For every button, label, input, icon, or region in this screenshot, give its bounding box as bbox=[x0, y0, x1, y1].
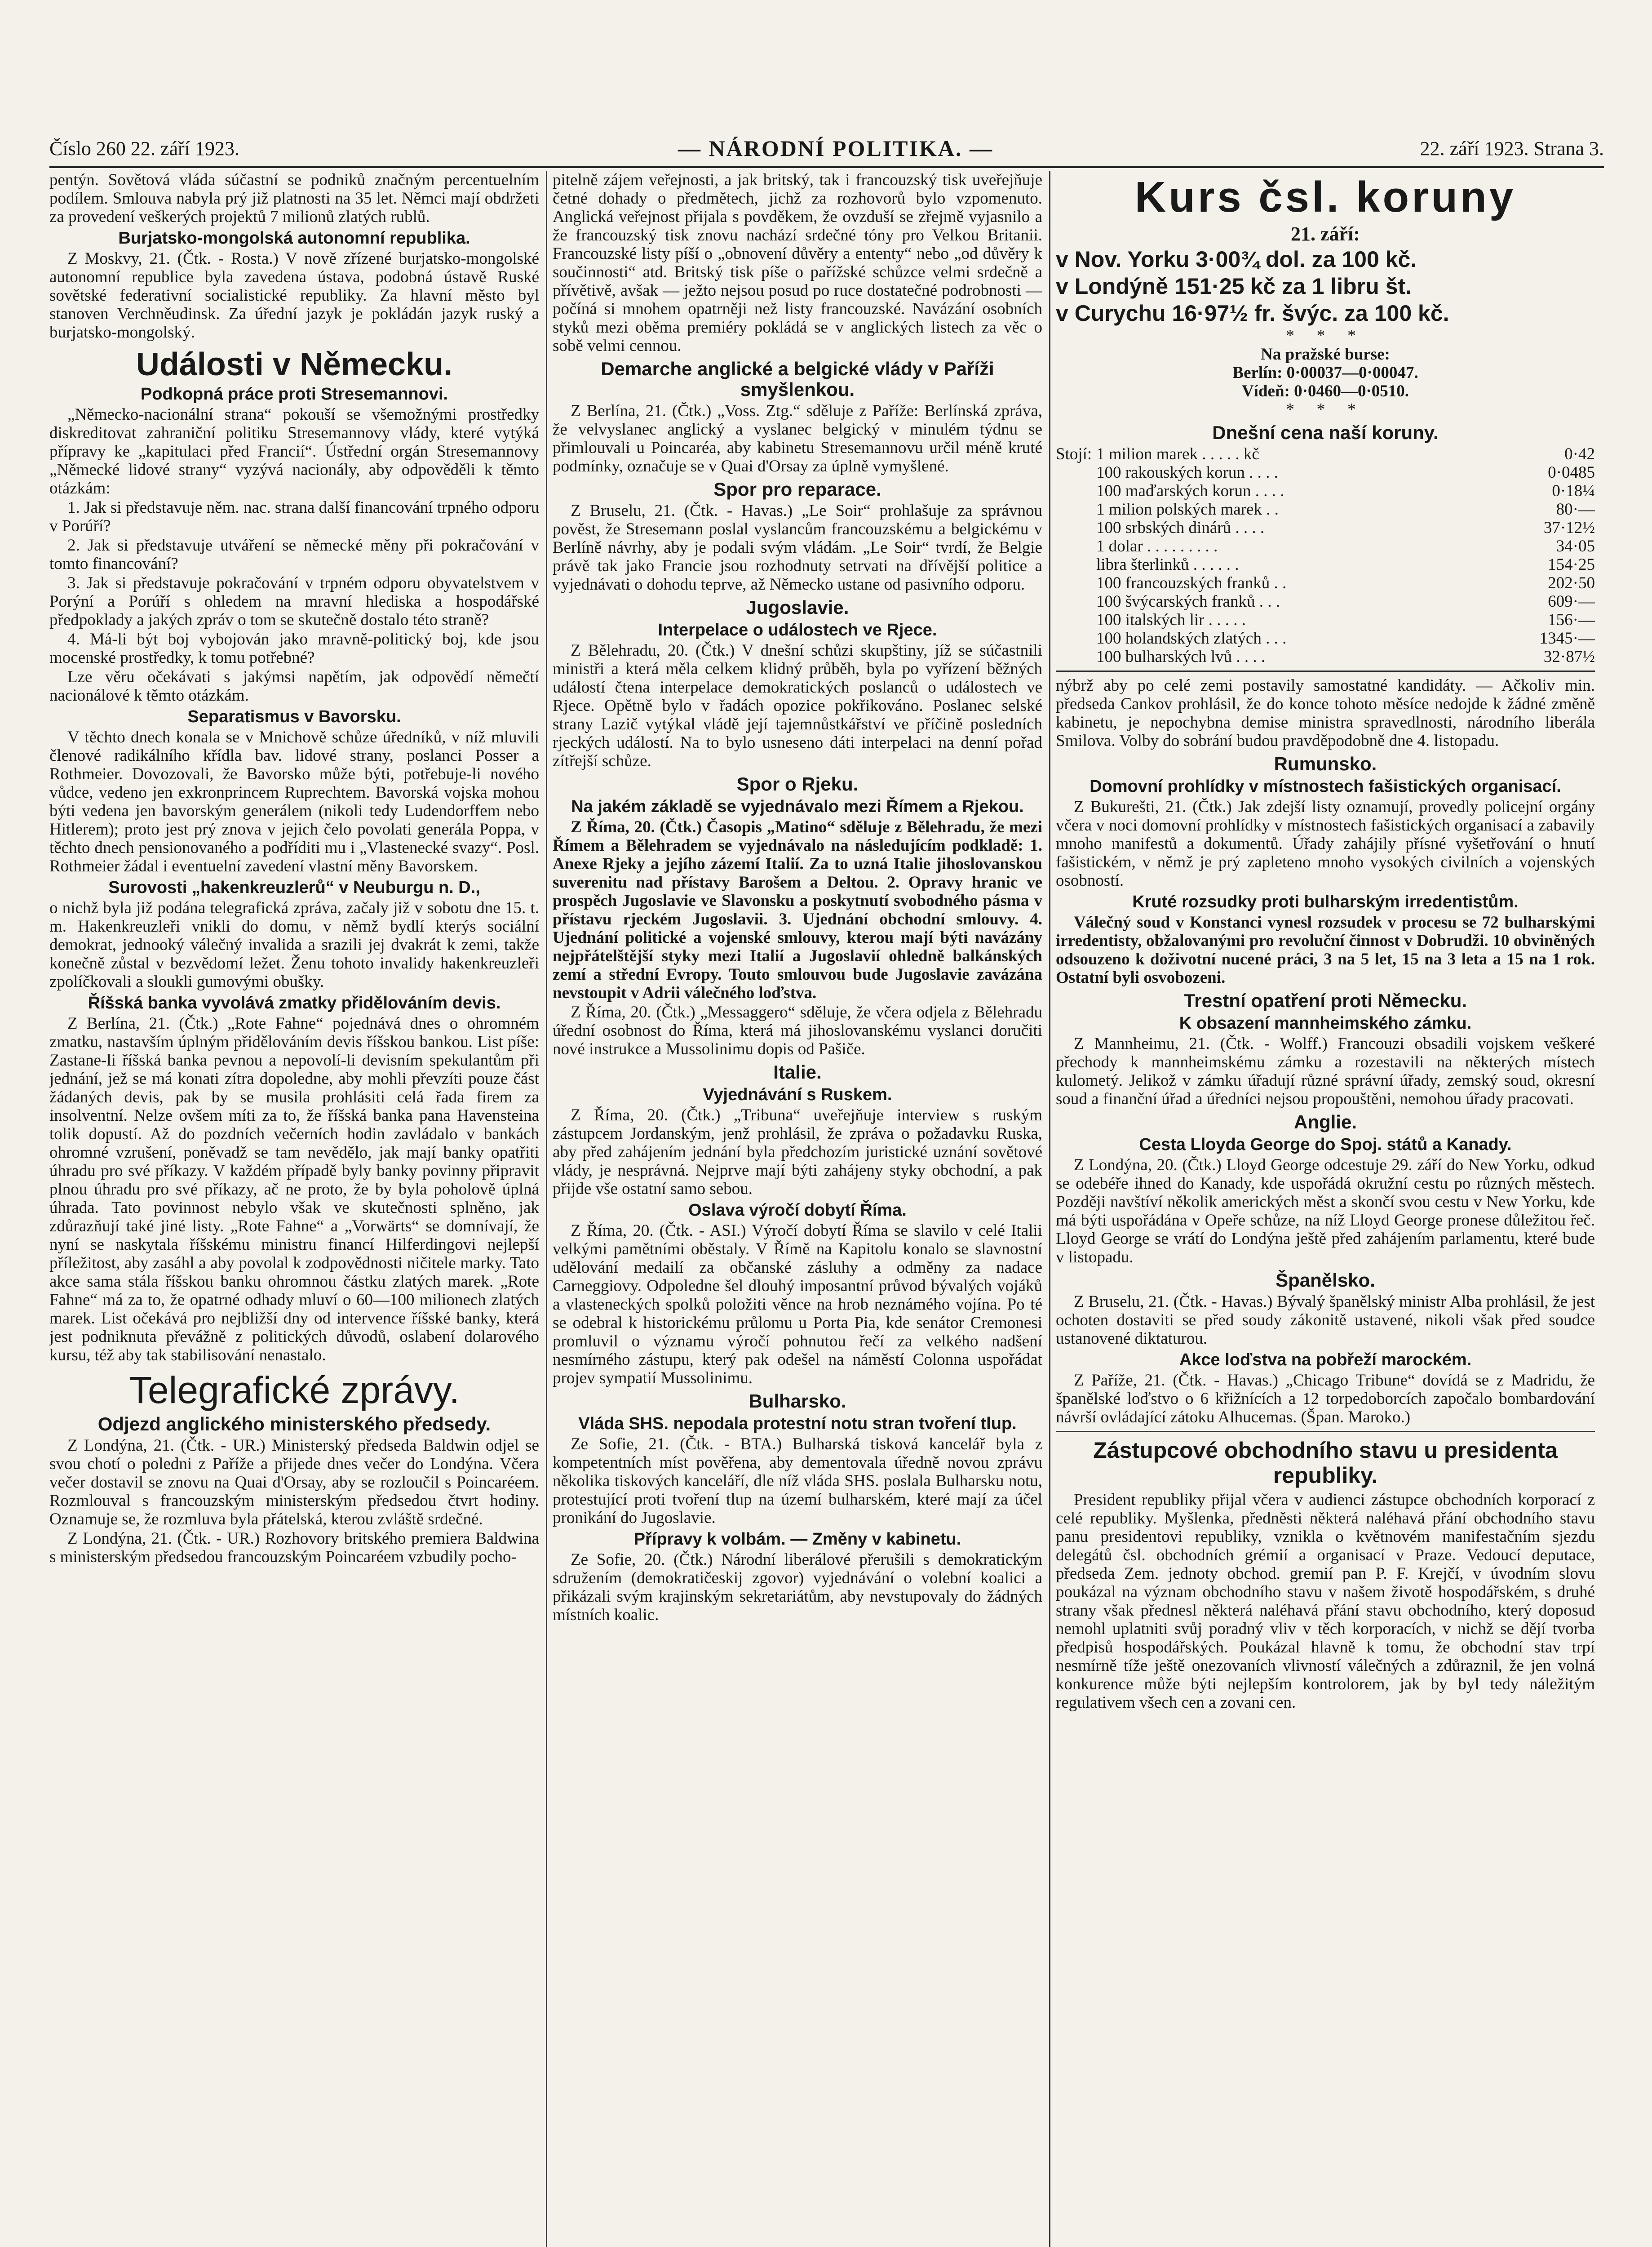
headline-domovni: Domovní prohlídky v místnostech fašistických organisací. bbox=[1090, 777, 1561, 796]
rates-table bbox=[1056, 445, 1595, 666]
column-2 bbox=[553, 171, 1042, 2247]
rate-row bbox=[1056, 629, 1595, 648]
burse-berlin: Berlín: 0·00037—0·00047. bbox=[1232, 364, 1418, 382]
headline-pripravy: Přípravy k volbám. — Změny v kabinetu. bbox=[633, 1530, 961, 1549]
column-1 bbox=[49, 171, 539, 2247]
rate-prefix bbox=[1056, 555, 1096, 574]
article-body: Z Bělehradu, 20. (Čtk.) V dnešní schůzi skupštiny, jíž se súčastnili ministři a která měla celkem klidný průběh, byla po vyřízení běžných událostí čtena interpelace demokratických poslanců o událostech ve Rjece. Opětně bylo v řadách opozice pokřikováno. Poslanec selské strany Lazič vytýkal vládě její tajemnůstkářství ve příčině posledních rjeckých událostí. Na to bylo usneseno dáti interpelaci na denní pořad zítřejší schůze. bbox=[553, 641, 1042, 770]
article-body: Válečný soud v Konstanci vynesl rozsudek v procesu se 72 bulharskými irredentisty, obžalovanými pro revoluční činnost v Dobrudži. 10 obviněných odsouzeno k doživotní nucené práci, 3 na 5 let, 15 na 3 leta a 15 na 1 rok. Ostatní byli osvobozeni. bbox=[1056, 913, 1595, 987]
section-headline-jugoslavie: Jugoslavie. bbox=[746, 597, 849, 618]
rate-prefix bbox=[1056, 500, 1096, 519]
headline-obsazeni: K obsazení mannheimského zámku. bbox=[1179, 1014, 1472, 1033]
section-headline-spanelsko: Španělsko. bbox=[1276, 1270, 1375, 1291]
article-body: President republiky přijal včera v audienci zástupce obchodních korporací z celé republiky. Myšlenka, předněsti některá naléhavá přání obchodního stavu panu presidentovi republiky, vznikla o květnovém manifestačním sjezdu delegátů čsl. obchodních grémií a organisací v Praze. Vedoucí deputace, předseda Zem. jednoty obchod. gremií pan P. F. Krejčí, v úvodním slovu poukázal na význam obchodního stavu v našem životě hospodářském, s druhé strany však přednesl některá naléhavá přání stavu obchodního, který doposud nemohl uplatniti svůj poradný vliv v těch korporacích, v nichž se dějí tvorba předpisů hospodářských. Poukázal hlavně k tomu, že obchodní stav trpí nesmírně tíže ještě onezovaních vlivností válečných a zdůraznil, že jen volná konkurence může býti nejlepším kontrolorem, jak by byl tedy náležitým regulativem všech cen a zovani cen. bbox=[1056, 1491, 1595, 1712]
rate-row bbox=[1056, 611, 1595, 629]
burse-viden: Vídeň: 0·0460—0·0510. bbox=[1241, 382, 1409, 400]
rate-value: 0·0485 bbox=[1548, 463, 1595, 482]
section-rule bbox=[1056, 1431, 1595, 1432]
headline-akce: Akce loďstva na pobřeží marockém. bbox=[1179, 1350, 1472, 1369]
rate-item: 1 dolar . . . . . . . . . bbox=[1096, 537, 1218, 555]
section-headline-nemecko: Události v Německu. bbox=[136, 346, 453, 382]
headline-odjezd: Odjezd anglického ministerského předsedy. bbox=[97, 1413, 491, 1434]
section-headline-rumunsko: Rumunsko. bbox=[1274, 753, 1377, 774]
newspaper-page bbox=[49, 36, 1604, 2247]
headline-vyjednavani: Vyjednávání s Ruskem. bbox=[703, 1085, 892, 1104]
rate-value: 32·87½ bbox=[1543, 648, 1595, 666]
rate-prefix bbox=[1056, 463, 1096, 482]
article-body: Z Londýna, 20. (Čtk.) Lloyd George odcestuje 29. září do New Yorku, odkud se odebéře ihned do Kanady, kde uspořádá okružní cestu po různých městech. Později navštíví několik amerických měst a skončí svou cestu v New Yorku, kde má býti uspořádána v Opeře schůze, na níž Lloyd George pronese důležitou řeč. Lloyd George se vrátí do Londýna ještě před zahájením parlamentu, které bude v listopadu. bbox=[1056, 1156, 1595, 1266]
article-body: 1. Jak si představuje něm. nac. strana další financování trpného odporu v Porúří? bbox=[49, 498, 539, 535]
rate-prefix bbox=[1056, 519, 1096, 537]
article-body: 4. Má-li být boj vybojován jako mravně-politický boj, kde jsou mocenské prostředky, k tomu potřebné? bbox=[49, 630, 539, 667]
article-body: o nichž byla již podána telegrafická zpráva, začaly již v sobotu dne 15. t. m. Hakenkreuzleři vnikli do domu, v němž bydlí kterýs sociální demokrat, jednooký válečný invalida a srazili jej dvakrát k zemi, takže konečně zůstal v bezvědomí ležet. Ženu tohoto invalidy hakenkreuzleři zpolíčkovali a sloukli gumovými obušky. bbox=[49, 899, 539, 991]
headline-trestni: Trestní opatření proti Německu. bbox=[1183, 990, 1467, 1011]
headline-oslava: Oslava výročí dobytí Říma. bbox=[688, 1201, 907, 1220]
rate-item: 100 francouzských franků . . bbox=[1096, 574, 1287, 592]
article-body: Z Říma, 20. (Čtk.) „Tribuna“ uveřejňuje interview s ruským zástupcem Jordanským, jenž prohlásil, že zpráva o požadavku Ruska, aby před zahájením jednání byla předchozím juristické uznání sovětové vlády, je nesprávná. Nejprve mají býti zahájeny styky obchodní, a pak přijde vše ostatní samo sebou. bbox=[553, 1106, 1042, 1198]
rate-row bbox=[1056, 519, 1595, 537]
headline-risska-banka: Říšská banka vyvolává zmatky přidělováním devis. bbox=[88, 994, 501, 1012]
headline-podkopna: Podkopná práce proti Stresemannovi. bbox=[140, 385, 448, 404]
burse-heading: Na pražské burse: bbox=[1261, 345, 1390, 364]
section-rule bbox=[1056, 671, 1595, 672]
column-divider bbox=[1049, 171, 1050, 2247]
rate-prefix: Stojí: bbox=[1056, 445, 1092, 463]
rate-value: 0·18¼ bbox=[1552, 482, 1595, 500]
rate-item: 100 holandských zlatých . . . bbox=[1096, 629, 1287, 648]
rate-item: 100 švýcarských franků . . . bbox=[1096, 592, 1280, 611]
rate-value: 156·— bbox=[1548, 611, 1595, 629]
rate-row bbox=[1056, 592, 1595, 611]
separator-stars: * * * bbox=[1286, 400, 1365, 419]
rate-value: 1345·— bbox=[1539, 629, 1595, 648]
rate-value: 202·50 bbox=[1548, 574, 1595, 592]
article-body: „Německo-nacionální strana“ pokouší se všemožnými prostředky diskreditovat zahraniční politiku Stresemannovy vlády, které vytýká přípravy ke „kapitulaci před Francií“. Ústřední orgán Stresemannovy „Německé lidové strany“ vyzývá nacionály, aby odpověděli k těmto otázkám: bbox=[49, 405, 539, 497]
article-body: Z Paříže, 21. (Čtk. - Havas.) „Chicago Tribune“ dovídá se z Madridu, že španělské loďstvo o 6 křižnících a 12 torpedoborcích započalo bombardování návrší ovládající zátoku Alhucemas. (Špan. Maroko.) bbox=[1056, 1371, 1595, 1426]
article-body: Z Bruselu, 21. (Čtk. - Havas.) „Le Soir“ prohlašuje za správnou pověst, že Stresemann poslal vyslancům francouzskému a belgickému v Berlíně návrhy, aby je podali svým vládám. „Le Soir“ tvrdí, že Belgie právě tak jako Francie jsou rozhodnuty setrvati na dřívější politice a vyjednávati o dohodu teprve, až Německo ustane od pasivního odporu. bbox=[553, 502, 1042, 594]
rate-item: 100 rakouských korun . . . . bbox=[1096, 463, 1278, 482]
headline-burjatsko: Burjatsko-mongolská autonomní republika. bbox=[118, 229, 470, 248]
rate-value: 609·— bbox=[1548, 592, 1595, 611]
headline-na-jakem: Na jakém základě se vyjednávalo mezi Římem a Rjekou. bbox=[571, 797, 1024, 816]
article-body: Z Bruselu, 21. (Čtk. - Havas.) Bývalý španělský ministr Alba prohlásil, že jest ochoten dostaviti se před soudy zákonitě ustavené, nikoli však před soudce ustanovené diktaturou. bbox=[1056, 1292, 1595, 1348]
rate-item: 100 maďarských korun . . . . bbox=[1096, 482, 1284, 500]
kurs-new-york: v Nov. Yorku 3·00¾ dol. za 100 kč. bbox=[1056, 247, 1417, 272]
kurs-date: 21. září: bbox=[1291, 223, 1360, 245]
headline-surovosti: Surovosti „hakenkreuzlerů“ v Neuburgu n. D., bbox=[108, 878, 480, 897]
headline-krute: Kruté rozsudky proti bulharským irredentistům. bbox=[1132, 893, 1519, 911]
rate-item: 100 srbských dinárů . . . . bbox=[1096, 519, 1265, 537]
article-body: Z Říma, 20. (Čtk.) Časopis „Matino“ sděluje z Bělehradu, že mezi Římem a Bělehradem se vyjednávalo na následujícím podkladě: 1. Anexe Rjeky a jejího zázemí Italií. Za to uzná Italie jihoslovanskou suverenitu nad přístavy Barošem a Deltou. 2. Opravy hranic ve prospěch Jugoslavie ve Slavonsku a poskytnutí svobodného pásma v přístavu rjeckém Jugoslavii. 3. Ujednání obchodní smlouvy. 4. Ujednání politické a vojenské smlouvy, kterou mají býti navázány nejpřátelštější styky mezi Italií a Jugoslavií ohledně balkánských zemí a střední Evropy. Touto smlouvou bude Jugoslavie zavázána nevstoupit v Adrii válečného loďstva. bbox=[553, 818, 1042, 1002]
headline-vlada-shs: Vláda SHS. nepodala protestní notu stran tvoření tlup. bbox=[578, 1414, 1017, 1433]
rate-item: 100 bulharských lvů . . . . bbox=[1096, 648, 1266, 666]
headline-separatismus: Separatismus v Bavorsku. bbox=[187, 707, 401, 726]
article-body: Z Bukurešti, 21. (Čtk.) Jak zdejší listy oznamují, provedly policejní orgány včera v noci domovní prohlídky v místnostech fašistických organisací a zabavily mnoho manifestů a dokumentů. Úřady zahájily přísné vyšetřování o hnutí fašistickém, v němž je prý zapleteno mnoho vysokých civilních a vojenských osobností. bbox=[1056, 798, 1595, 890]
rate-item: 100 italských lir . . . . . bbox=[1096, 611, 1246, 629]
article-body: Z Londýna, 21. (Čtk. - UR.) Rozhovory britského premiera Baldwina s ministerským předsedou francouzským Poincaréem vzbudily pocho- bbox=[49, 1529, 539, 1566]
section-headline-telegraf: Telegrafické zprávy. bbox=[128, 1369, 460, 1411]
article-body: Z Moskvy, 21. (Čtk. - Rosta.) V nově zřízené burjatsko-mongolské autonomní republice byla zavedena ústava, podobná ústavě Ruské sovětské federativní socialistické republiky. Za hlavní město byl stanoven Verchněudinsk. Za úřední jazyk je pokládán jazyk ruský a burjatsko-mongolský. bbox=[49, 249, 539, 342]
masthead-title: — NÁRODNÍ POLITIKA. — bbox=[678, 136, 993, 161]
article-continuation: pentýn. Sovětová vláda súčastní se podniků značným percentuelním podílem. Smlouva nabyla prý již platnosti na 35 let. Němci mají obdržeti za provedení veškerých projektů 7 milionů zlatých rublů. bbox=[49, 171, 539, 226]
rate-item: 1 milion marek . . . . . kč bbox=[1096, 445, 1259, 463]
section-headline-italie: Italie. bbox=[773, 1061, 822, 1083]
rate-row bbox=[1056, 574, 1595, 592]
rate-row bbox=[1056, 463, 1595, 482]
header-rule bbox=[49, 166, 1604, 168]
column-3 bbox=[1056, 171, 1595, 2247]
running-header bbox=[49, 133, 1604, 164]
kurs-zurich: v Curychu 16·97½ fr. švýc. za 100 kč. bbox=[1056, 301, 1449, 326]
article-continuation: nýbrž aby po celé zemi postavily samostatné kandidáty. — Ačkoliv min. předseda Cankov prohlásil, že do konce tohoto měsíce nedojde k žádné změně kabinetu, je nepochybna demise ministra spravedlnosti, národního liberála Smilova. Volby do sobrání budou pravděpodobně dne 4. listopadu. bbox=[1056, 676, 1595, 750]
headline-interpelace: Interpelace o událostech ve Rjece. bbox=[658, 621, 937, 639]
article-body: Ze Sofie, 20. (Čtk.) Národní liberálové přerušili s demokratickým sdružením (demokratičeskij zgovor) vyjednávání o volební koalici a přikázali svým krajinským sekretariátům, aby nevstupovaly do žádných místních koalic. bbox=[553, 1550, 1042, 1624]
rate-value: 154·25 bbox=[1548, 555, 1595, 574]
article-body: Z Mannheimu, 21. (Čtk. - Wolff.) Francouzi obsadili vojskem veškeré přechody k mannheimskému zámku a rozestavili na některých místech kulometý. Jelikož v zámku úřadují různé správní úřady, zemský soud, okresní soud a finanční úřad a úředníci nejsou propouštěni, nemohou úřady pracovati. bbox=[1056, 1035, 1595, 1108]
rate-row bbox=[1056, 500, 1595, 519]
rate-value: 34·05 bbox=[1556, 537, 1595, 555]
headline-spor-rjeku: Spor o Rjeku. bbox=[736, 773, 859, 795]
page-date: 22. září 1923. Strana 3. bbox=[1420, 138, 1604, 160]
article-body: Lze věru očekávati s jakýmsi napětím, jak odpovědí němečtí nacionálové k těmto otázkám. bbox=[49, 668, 539, 705]
article-continuation: pitelně zájem veřejnosti, a jak britský, tak i francouzský tisk uveřejňuje četné dohady o předmětech, jichž za rozhovorů bylo vzpomenuto. Anglická veřejnost přijala s povděkem, že ovzduší se zřejmě vyjasnilo a že francouzský tisk znovu nachází srdečné tóny pro Velkou Britanii. Francouzské listy píší o „obnovení důvěry a ententy“ nebo „od důvěry k součinnosti“ atd. Britský tisk píše o pařížské schůzce velmi srdečně a přívětivě, avšak — ježto nejsou posud po ruce dostatečné podrobnosti — počíná si mnohem opatrněji než listy francouzské. Navázání osobních styků mezi oběma premiéry pokládá se v anglických listech za věc o sobě velmi cennou. bbox=[553, 171, 1042, 355]
article-body: V těchto dnech konala se v Mnichově schůze úředníků, v níž mluvili členové radikálního křídla bav. lidové strany, poslanci Posser a Rothmeier. Dovozovali, že Bavorsko může býti, potřebuje-li nového vůdce, vedeno jen exkronprincem Ruprechtem. Bavorská vojska mohou býti vedena jen bavorským generálem (nikoli tedy Ludendorffem nebo Hitlerem); proto jest prý znova v jejich čelo povolati generála Poppa, v těchto dnech pensionovaného a podříditi mu i „Vlastenecké svazy“. Posl. Rothmeier žádal i eventuelní zavedení vlastní měny Bavorskem. bbox=[49, 728, 539, 875]
rate-prefix bbox=[1056, 482, 1096, 500]
article-body: 3. Jak si představuje pokračování v trpném odporu obyvatelstvem v Porýní a Porúří s ohledem na mravní hlediska a hospodářské předpoklady a jakých zpráv o tom se skutečně dostalo této straně? bbox=[49, 574, 539, 629]
rate-value: 37·12½ bbox=[1543, 519, 1595, 537]
rate-prefix bbox=[1056, 574, 1096, 592]
article-body: Z Berlína, 21. (Čtk.) „Rote Fahne“ pojednává dnes o ohromném zmatku, nastavším úplným přidělováním devis říšskou bankou. List píše: Zastane-li říšská banka pevnou a nepovolí-li devisním spekulantům při jednání, jež se má konati zítra dopoledne, aby mohli převzíti pouze část žádaných devis, pak by se musila prohlásiti celá řada firem za insolventní. Nelze ovšem míti za to, že říšská banka pana Havensteina tolik dopustí. Až do pozdních večerních hodin zavládalo v bankách ohromné vzrušení, poněvadž se tam nevědělo, jak mají banky opatřiti úhradu pro své příkazy. V každém případě byly banky povinny připravit plnou úhradu pro své příkazy, ač ne proto, že by byla poholově úplná úhrada. Tato povinnost nebylo však ve skutečnosti splněno, jak zdůrazňují také jiné listy. „Rote Fahne“ a „Vorwärts“ se domnívají, že nyní se naskytala říšskému ministru financí Hilferdingovi nejlepší příležitost, aby zasáhl a aby povolal k zodpovědnosti ničitele marky. Tato akce sama stála říšskou banku ohromnou částku zlatých marek. „Rote Fahne“ má za to, že opatrné odhady mluví o 60—100 milionech zlatých marek. List očekává pro nejbližší dny od intervence říšské banky, která jest podniknuta převážně z politických důvodů, oslabení dolarového kursu, též aby tak stabilisování nenastalo. bbox=[49, 1014, 539, 1364]
rate-prefix bbox=[1056, 592, 1096, 611]
rate-prefix bbox=[1056, 537, 1096, 555]
rate-row bbox=[1056, 537, 1595, 555]
rate-row bbox=[1056, 555, 1595, 574]
article-body: Ze Sofie, 21. (Čtk. - BTA.) Bulharská tisková kancelář byla z kompetentních míst pověřena, aby dementovala úředně novou zprávu několika tiskových kanceláří, dle níž vláda SHS. poslala Bulharsku notu, protestující proti tvoření tlup na území bulharském, které mají za účel pronikání do Jugoslavie. bbox=[553, 1435, 1042, 1527]
headline-demarche: Demarche anglické a belgické vlády v Paříži smyšlenkou. bbox=[601, 358, 994, 400]
section-headline-anglie: Anglie. bbox=[1293, 1111, 1357, 1132]
rate-row bbox=[1056, 648, 1595, 666]
headline-zastupcove: Zástupcové obchodního stavu u presidenta republiky. bbox=[1093, 1438, 1558, 1488]
issue-number: Číslo 260 22. září 1923. bbox=[49, 138, 239, 160]
article-body: Z Londýna, 21. (Čtk. - UR.) Ministerský předseda Baldwin odjel se svou chotí o poledni z Paříže a přijede dnes večer do Londýna. Včera večer dostavil se znovu na Quai d'Orsay, aby se rozloučil s Poincaréem. Rozmlouval s francouzským ministerským předsedou čtvrt hodiny. Oznamuje se, že rozmluva byla přátelská, kterou zvláště srdečné. bbox=[49, 1436, 539, 1528]
column-divider bbox=[546, 171, 547, 2247]
rate-item: 1 milion polských marek . . bbox=[1096, 500, 1279, 519]
rate-item: libra šterlinků . . . . . . bbox=[1096, 555, 1239, 574]
headline-spor-reparace: Spor pro reparace. bbox=[713, 479, 881, 500]
rate-value: 80·— bbox=[1556, 500, 1595, 519]
rate-row bbox=[1056, 445, 1595, 463]
kurs-headline: Kurs čsl. koruny bbox=[1134, 173, 1516, 221]
headline-cesta: Cesta Lloyda George do Spoj. států a Kanady. bbox=[1139, 1135, 1512, 1154]
rate-prefix bbox=[1056, 629, 1096, 648]
section-headline-bulharsko: Bulharsko. bbox=[748, 1390, 846, 1412]
article-body: 2. Jak si představuje utváření se německé měny při pokračování v tomto financování? bbox=[49, 536, 539, 573]
kurs-london: v Londýně 151·25 kč za 1 libru št. bbox=[1056, 274, 1412, 299]
headline-dnesni-cena: Dnešní cena naší koruny. bbox=[1212, 422, 1439, 443]
article-body: Z Říma, 20. (Čtk.) „Messaggero“ sděluje, že včera odjela z Bělehradu úřední osobnost do Říma, která má jihoslovanskému vyslanci doručiti nové instrukce a Mussolinimu dopis od Pašiče. bbox=[553, 1003, 1042, 1058]
article-body: Z Berlína, 21. (Čtk.) „Voss. Ztg.“ sděluje z Paříže: Berlínská zpráva, že velvyslanec anglický a vyslanec belgický v minulém týdnu se přimlouvali u Poincaréa, aby kabinetu Stresemannovu určil méně kruté podmínky, označuje se v Quai d'Orsay za úplně vymyšlené. bbox=[553, 402, 1042, 475]
rate-prefix bbox=[1056, 611, 1096, 629]
rate-prefix bbox=[1056, 648, 1096, 666]
separator-stars: * * * bbox=[1286, 326, 1365, 345]
rate-value: 0·42 bbox=[1564, 445, 1595, 463]
rate-row bbox=[1056, 482, 1595, 500]
article-body: Z Říma, 20. (Čtk. - ASI.) Výročí dobytí Říma se slavilo v celé Italii velkými pamětními oběstaly. V Římě na Kapitolu konalo se slavnostní udělování medailí za občanské zásluhy a odměny za nadace Carneggiovy. Odpoledne šel dlouhý imposantní průvod bývalých vojáků a vlasteneckých spolků položiti věnce na hrob neznámého vojína. Po té se odebral k historickému průlomu u Porta Pia, kde senátor Cremonesi promluvil o významu výročí pohnutou řečí za velkého nadšení nesmírného zástupu, který pak odešel na náměstí Colonna uspořádat projev sympatií Mussolinimu. bbox=[553, 1221, 1042, 1387]
